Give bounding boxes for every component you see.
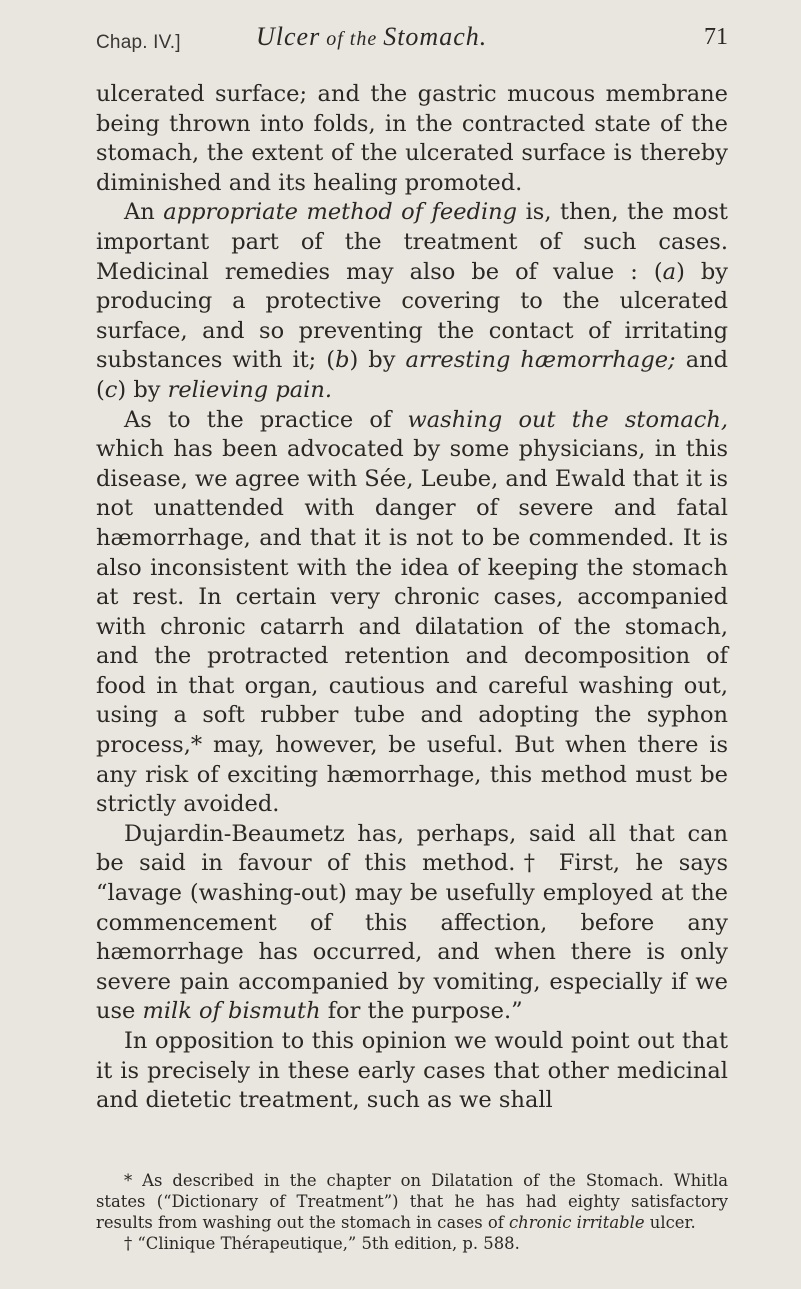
text-run: As to the practice of bbox=[124, 406, 408, 433]
title-word-stomach: Stomach. bbox=[383, 22, 488, 51]
italic-run: arresting hæmorrhage; bbox=[405, 347, 676, 374]
footnotes bbox=[96, 1170, 728, 1254]
title-word-ulcer: Ulcer bbox=[256, 22, 321, 51]
text-run: Dujardin-Beaumetz has, perhaps, said all that can be said in favour of this method.† First, he says “lavage (washing-out) may be usefully employed at the commencement of this affection, before any hæmorrhage has occurred, and when there is only severe pain accompanied by vomiting, especially if we use bbox=[96, 820, 728, 1025]
italic-run: washing out the stomach, bbox=[407, 406, 728, 433]
chapter-label: Chap. IV.] bbox=[96, 32, 181, 53]
body-text bbox=[96, 80, 728, 1116]
running-title bbox=[256, 22, 487, 52]
paragraph-1: ulcerated surface; and the gastric mucous membrane being thrown into folds, in the contracted state of the stomach, the extent of the ulcerated surface is thereby diminished and its healing promoted. bbox=[96, 81, 728, 196]
text-run: ) by bbox=[117, 376, 168, 403]
paragraph-3 bbox=[96, 406, 728, 820]
italic-run: milk of bismuth bbox=[142, 998, 321, 1025]
title-word-of-the: of the bbox=[320, 28, 384, 50]
italic-run: appropriate method of feeding bbox=[163, 199, 518, 226]
text-run: for the purpose.” bbox=[320, 998, 523, 1025]
text-run: which has been advocated by some physicians, in this disease, we agree with Sée, Leube, and Ewald that it is not unattended with danger of severe and fatal hæmorrhage, and that it is not to be commended. It is also inconsistent with the idea of keeping the stomach at rest. In certain very chronic cases, accompanied with chronic catarrh and dilatation of the stomach, and the protracted retention and decomposition of food in that organ, cautious and careful washing out, using a soft rubber tube and adopting the syphon process,* may, however, be useful. But when there is any risk of exciting hæmorrhage, this method must be strictly avoided. bbox=[96, 436, 728, 818]
footnote-2: † “Clinique Thérapeutique,” 5th edition, p. 588. bbox=[124, 1234, 520, 1253]
text-run: ulcer. bbox=[644, 1213, 696, 1232]
italic-run: chronic irritable bbox=[508, 1213, 645, 1232]
text-run: is, then, the most important part of the treatment of such cases. Medicinal remedies may also be of value : ( bbox=[96, 199, 728, 285]
italic-run: a bbox=[662, 258, 677, 285]
text-run: ) by bbox=[349, 347, 406, 374]
footnote-1 bbox=[96, 1170, 728, 1233]
paragraph-2 bbox=[96, 198, 728, 405]
italic-run: relieving pain. bbox=[167, 376, 332, 403]
italic-run: c bbox=[104, 376, 118, 403]
text-run: and ( bbox=[96, 347, 728, 403]
page-number: 71 bbox=[704, 24, 728, 50]
italic-run: b bbox=[335, 347, 350, 374]
paragraph-5: In opposition to this opinion we would point out that it is precisely in these early cases that other medicinal and dietetic treatment, such as we shall bbox=[96, 1028, 728, 1114]
paragraph-4 bbox=[96, 820, 728, 1027]
running-header bbox=[96, 20, 728, 52]
text-run: ) by producing a protective covering to the ulcerated surface, and so preventing the contact of irritating substances with it; ( bbox=[96, 258, 728, 374]
text-run: An bbox=[124, 199, 164, 226]
text-run: * As described in the chapter on Dilatation of the Stomach. Whitla states (“Dictionary of Treatment”) that he has had eighty satisfactory results from washing out the stomach in cases of bbox=[96, 1171, 728, 1232]
